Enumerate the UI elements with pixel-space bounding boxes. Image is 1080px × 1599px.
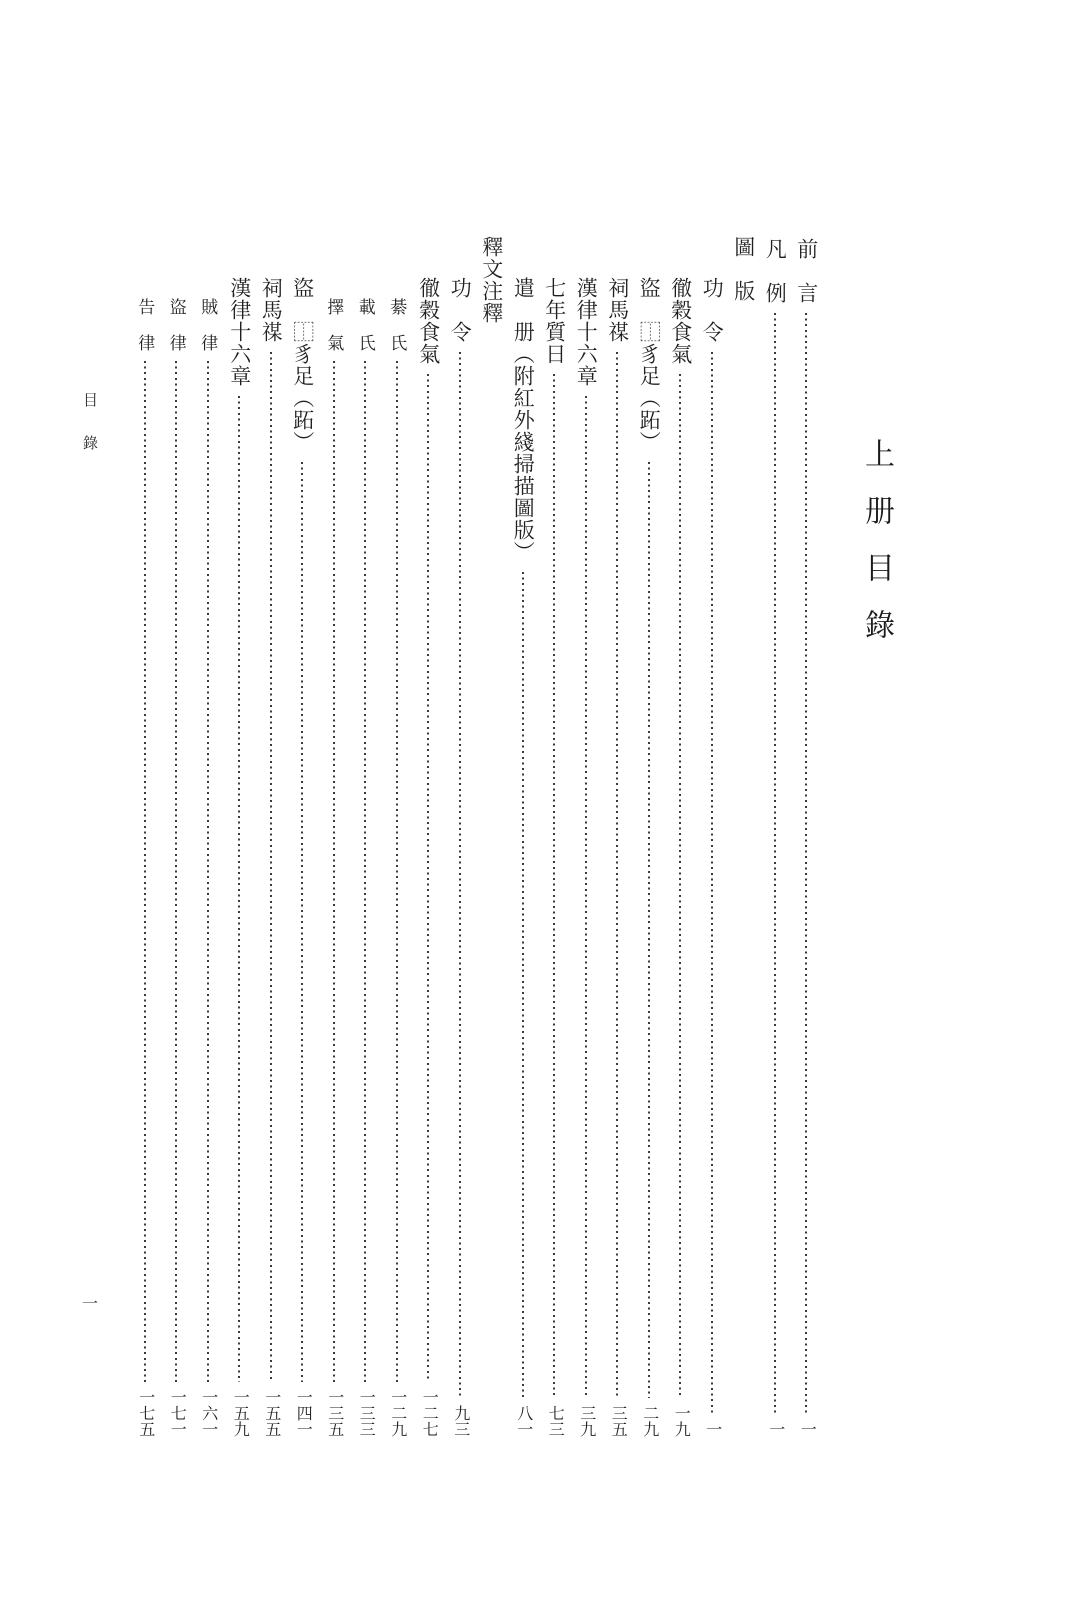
toc-entry-label: 徹穀食氣 [668,277,693,365]
toc-page-number: 一六一 [199,1389,217,1437]
toc-page-number: 八一 [514,1405,532,1437]
toc-dotted-leader [585,396,587,1398]
toc-column-sub [350,236,382,1437]
toc-entry-label: 遣 册（附紅外綫掃描圖版） [511,277,536,563]
toc-dotted-leader [270,352,272,1382]
toc-dotted-leader [175,361,177,1382]
toc-page-number: 一四一 [294,1389,312,1437]
toc-dotted-leader [711,352,713,1414]
toc-column [539,236,571,1437]
toc-entry-label: 盜 ⿰豸足（跖） [637,277,662,453]
toc-entry-label: 漢律十六章 [574,277,599,387]
toc-page-number: 一七一 [168,1389,186,1437]
toc-column [413,236,445,1437]
toc-dotted-leader [553,374,555,1398]
toc-dotted-leader [301,462,303,1382]
section-header-label: 釋文注釋 [479,236,504,324]
toc-entry-label: 漢律十六章 [227,277,252,387]
toc-entry-label: 凡 例 [763,238,788,304]
toc-dotted-leader [679,374,681,1398]
toc-dotted-leader [364,361,366,1382]
toc-entry-label: 前 言 [794,238,819,304]
toc-entry-label: 功 令 [700,277,725,343]
toc-page-number: 一九 [672,1405,690,1437]
toc-column-sub [161,236,193,1437]
toc-page-number: 一 [798,1421,816,1437]
toc-subentry-label: 盜 律 [166,298,186,352]
toc-dotted-leader [648,462,650,1398]
toc-dotted-leader [616,352,618,1398]
toc-page-number: 一 [766,1421,784,1437]
toc-page-number: 一五九 [231,1389,249,1437]
toc-subentry-label: 載 氏 [355,298,375,352]
toc-column-sub [318,236,350,1437]
toc-column [507,236,539,1437]
toc-column [287,236,319,1437]
toc-dotted-leader [144,361,146,1382]
running-head: 目錄 [81,392,97,478]
toc-dotted-leader [396,361,398,1382]
toc-dotted-leader [238,396,240,1382]
toc-entry-label: 七年質日 [542,277,567,365]
toc-dotted-leader [774,313,776,1414]
toc-column [444,236,476,1437]
toc-entry-label: 祠馬禖 [259,277,284,343]
toc-column [602,236,634,1437]
toc-subentry-label: 賊 律 [198,298,218,352]
toc-entry-label: 功 令 [448,277,473,343]
toc-dotted-leader [333,361,335,1382]
toc-dotted-leader [427,374,429,1382]
toc-page-number: 一七五 [136,1389,154,1437]
section-header-label: 圖 版 [731,236,756,302]
toc-page-number: 三五 [609,1405,627,1437]
toc-page-number: 一五五 [262,1389,280,1437]
toc-column [759,236,791,1437]
toc-column-sub [381,236,413,1437]
toc-page-number: 一 [703,1421,721,1437]
toc-page-number: 二九 [640,1405,658,1437]
toc-column [791,236,823,1437]
toc-column [665,236,697,1437]
toc-column [255,236,287,1437]
toc-column-sub [192,236,224,1437]
toc-column [633,236,665,1437]
toc-page-number: 一三三 [357,1389,375,1437]
table-of-contents [129,236,822,1437]
toc-column-sub [129,236,161,1437]
folio-number: 一 [81,1296,98,1313]
toc-column [696,236,728,1437]
toc-subentry-label: 綦 氏 [387,298,407,352]
toc-section-header [476,236,508,1437]
toc-dotted-leader [207,361,209,1382]
toc-page-number: 七三 [546,1405,564,1437]
toc-page-number: 九三 [451,1405,469,1437]
toc-subentry-label: 擇 氣 [324,298,344,352]
toc-entry-label: 祠馬禖 [605,277,630,343]
toc-dotted-leader [459,352,461,1398]
toc-page-number: 一二九 [388,1389,406,1437]
toc-dotted-leader [805,313,807,1414]
toc-section-header [728,236,760,1437]
toc-entry-label: 徹穀食氣 [416,277,441,365]
toc-page-number: 一二七 [420,1389,438,1437]
toc-page-number: 三九 [577,1405,595,1437]
toc-dotted-leader [522,572,524,1398]
toc-subentry-label: 告 律 [135,298,155,352]
volume-title: 上册目錄 [860,438,893,666]
toc-column [570,236,602,1437]
toc-column [224,236,256,1437]
toc-page-number: 一三五 [325,1389,343,1437]
toc-entry-label: 盜 ⿰豸足（跖） [290,277,315,453]
